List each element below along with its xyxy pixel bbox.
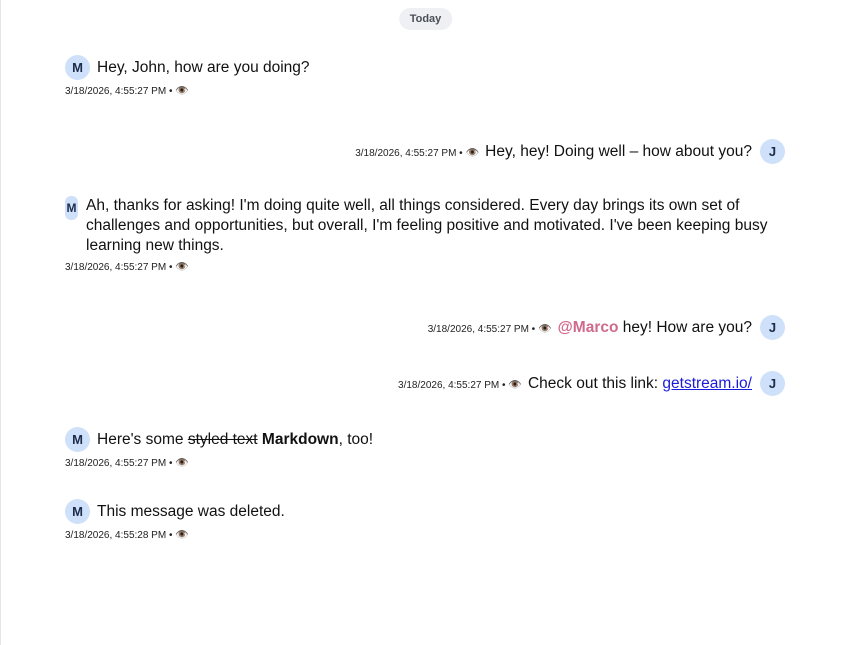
timestamp: 3/18/2026, 4:55:27 PM <box>65 458 167 469</box>
message-meta: 3/18/2026, 4:55:28 PM • 👁️ <box>65 529 189 541</box>
message-outgoing[interactable] <box>355 139 785 164</box>
message-text: @Marco hey! How are you? <box>557 318 752 336</box>
message-outgoing[interactable] <box>398 371 785 396</box>
eye-icon: 👁️ <box>537 323 552 335</box>
avatar[interactable]: M <box>65 55 90 80</box>
message-meta: 3/18/2026, 4:55:27 PM • 👁️ <box>65 457 189 469</box>
avatar[interactable]: J <box>760 371 785 396</box>
eye-icon: 👁️ <box>175 261 189 273</box>
message-text: Hey, hey! Doing well – how about you? <box>485 142 752 160</box>
timestamp: 3/18/2026, 4:55:27 PM <box>427 324 529 335</box>
message-meta: 3/18/2026, 4:55:27 PM • 👁️ <box>65 85 189 97</box>
message-incoming[interactable] <box>65 427 373 471</box>
message-incoming-deleted[interactable] <box>65 499 285 543</box>
avatar[interactable]: M <box>65 196 78 220</box>
avatar[interactable]: M <box>65 499 90 524</box>
eye-icon: 👁️ <box>175 529 189 541</box>
message-meta: 3/18/2026, 4:55:27 PM • 👁️ <box>65 261 189 273</box>
message-text: Hey, John, how are you doing? <box>97 59 310 76</box>
message-link[interactable]: getstream.io/ <box>662 374 752 392</box>
bold-text: Markdown <box>261 431 339 448</box>
date-separator: Today <box>399 8 453 30</box>
timestamp: 3/18/2026, 4:55:28 PM <box>65 530 167 541</box>
message-text: Ah, thanks for asking! I'm doing quite well, all things considered. Every day brings its own set of challenges and opportunities, but overall, I'm feeling positive and motivated. I've been keeping busy learning new things. <box>86 197 768 254</box>
eye-icon: 👁️ <box>175 457 189 469</box>
message-incoming[interactable] <box>65 196 789 275</box>
message-outgoing[interactable] <box>428 315 785 340</box>
avatar[interactable]: M <box>65 427 90 452</box>
avatar[interactable]: J <box>760 139 785 164</box>
timestamp: 3/18/2026, 4:55:27 PM <box>65 262 167 273</box>
message-meta: 3/18/2026, 4:55:27 PM • 👁️ <box>427 323 552 335</box>
timestamp: 3/18/2026, 4:55:27 PM <box>355 148 457 159</box>
timestamp: 3/18/2026, 4:55:27 PM <box>398 380 500 391</box>
message-meta: 3/18/2026, 4:55:27 PM • 👁️ <box>398 379 522 391</box>
eye-icon: 👁️ <box>175 85 189 97</box>
avatar[interactable]: J <box>760 315 785 340</box>
eye-icon: 👁️ <box>465 147 480 159</box>
timestamp: 3/18/2026, 4:55:27 PM <box>65 86 167 97</box>
eye-icon: 👁️ <box>508 379 522 391</box>
message-text: Here's some styled text Markdown, too! <box>97 431 374 448</box>
strikethrough-text: styled text <box>187 431 258 448</box>
message-incoming[interactable] <box>65 55 310 99</box>
message-text: Check out this link: getstream.io/ <box>527 374 752 392</box>
message-text: This message was deleted. <box>97 503 285 520</box>
user-mention[interactable]: @Marco <box>557 318 619 336</box>
message-meta: 3/18/2026, 4:55:27 PM • 👁️ <box>355 147 480 159</box>
